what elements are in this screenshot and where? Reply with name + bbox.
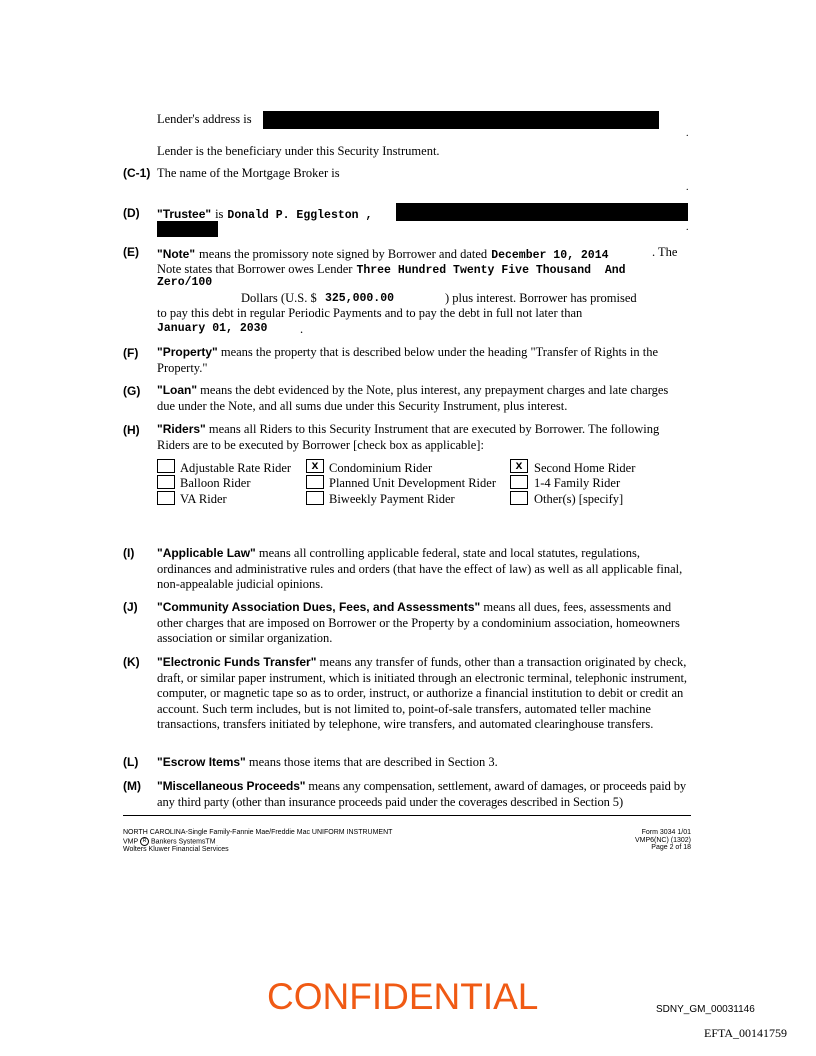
property-term: "Property" xyxy=(157,345,218,359)
loan-text: means the debt evidenced by the Note, plus interest, any prepayment charges and late charges due under the Note, and all sums due under this Security Instrument, plus interest. xyxy=(157,383,669,413)
note-date: December 10, 2014 xyxy=(491,249,609,262)
rider-checkbox-adjustable-rate[interactable] xyxy=(157,459,175,473)
rider-label-va: VA Rider xyxy=(180,492,227,506)
line-end-dot: . xyxy=(686,128,689,139)
section-l-label: (L) xyxy=(123,755,139,769)
rider-checkbox-other[interactable] xyxy=(510,491,528,505)
electronic-funds-paragraph xyxy=(157,655,689,733)
electronic-funds-text: means any transfer of funds, other than a transaction originated by check, draft, or similar paper instrument, which is initiated through an electronic terminal, telephonic instrument, computer, or magnetic tape so as to order, instruct, or authorize a financial institution to debit or credit an account. Such term includes, but is not limited to, point-of-sale transfers, automated teller machine transactions, transfers initiated by telephone, wire transfers, and automated clearinghouse transfers. xyxy=(157,655,688,731)
rider-label-pud: Planned Unit Development Rider xyxy=(329,476,496,490)
note-text-1: means the promissory note signed by Borrower and dated xyxy=(199,247,488,261)
rider-label-1-4-family: 1-4 Family Rider xyxy=(534,476,621,490)
rider-checkbox-biweekly[interactable] xyxy=(306,491,324,505)
applicable-law-paragraph xyxy=(157,546,689,593)
community-association-term: "Community Association Dues, Fees, and Assessments" xyxy=(157,600,481,614)
bates-number-sdny: SDNY_GM_00031146 xyxy=(656,1004,755,1015)
footer-form-number: Form 3034 1/01 xyxy=(641,829,691,836)
rider-checkbox-second-home[interactable]: x xyxy=(510,459,528,473)
note-text-3: Note states that Borrower owes Lender xyxy=(157,262,353,276)
rider-label-second-home: Second Home Rider xyxy=(534,461,636,475)
footer-left xyxy=(123,829,392,853)
community-association-text: means all dues, fees, assessments and other charges that are imposed on Borrower or the Property by a condominium association, homeowners association or similar organization. xyxy=(157,600,680,645)
applicable-law-text: means all controlling applicable federal, state and local statutes, regulations, ordinances and administrative rules and orders (that have the effect of law) as well as all applicable final, non-appealable judicial opinions. xyxy=(157,546,683,591)
redaction-trustee-address xyxy=(396,203,688,221)
riders-term: "Riders" xyxy=(157,422,206,436)
section-e-label: (E) xyxy=(123,245,139,259)
rider-checkbox-pud[interactable] xyxy=(306,475,324,489)
lender-beneficiary-text: Lender is the beneficiary under this Security Instrument. xyxy=(157,144,440,158)
redaction-lender-address xyxy=(263,111,659,129)
note-period: . xyxy=(300,322,304,336)
riders-text: means all Riders to this Security Instrument that are executed by Borrower. The following Riders are to be executed by Borrower [check box as applicable]: xyxy=(157,422,660,452)
section-i-label: (I) xyxy=(123,546,135,560)
trustee-is: is xyxy=(215,207,224,221)
misc-proceeds-paragraph xyxy=(157,779,689,810)
loan-paragraph xyxy=(157,383,689,414)
section-c1-label: (C-1) xyxy=(123,166,151,180)
mortgage-broker-text: The name of the Mortgage Broker is xyxy=(157,166,340,180)
confidential-stamp: CONFIDENTIAL xyxy=(267,976,539,1017)
line-end-dot: . xyxy=(686,222,689,233)
footer-right xyxy=(591,829,691,852)
rider-label-balloon: Balloon Rider xyxy=(180,476,251,490)
trustee-name: Donald P. Eggleston , xyxy=(227,209,373,222)
applicable-law-term: "Applicable Law" xyxy=(157,546,256,560)
redaction-trustee-address-2 xyxy=(157,221,218,237)
rider-label-condominium: Condominium Rider xyxy=(329,461,433,475)
footer-vmp-line xyxy=(123,837,392,846)
note-amount: 325,000.00 xyxy=(325,292,395,305)
section-j-label: (J) xyxy=(123,600,138,614)
escrow-items-text: means those items that are described in Section 3. xyxy=(248,755,498,769)
section-g-label: (G) xyxy=(123,384,141,398)
footer-wolters: Wolters Kluwer Financial Services xyxy=(123,845,229,853)
note-text-2: . The xyxy=(652,245,678,259)
note-term: "Note" xyxy=(157,247,196,261)
lender-address-label: Lender's address is xyxy=(157,112,252,126)
section-m-label: (M) xyxy=(123,779,141,793)
property-paragraph xyxy=(157,345,689,376)
note-dollars-text: Dollars (U.S. $ xyxy=(241,291,317,305)
rider-label-adjustable-rate: Adjustable Rate Rider xyxy=(180,461,292,475)
rider-checkbox-balloon[interactable] xyxy=(157,475,175,489)
misc-proceeds-text: means any compensation, settlement, award of damages, or proceeds paid by any third party (other than insurance proceeds paid under the coverages described in Section 5) xyxy=(157,779,687,809)
rider-checkbox-condominium[interactable]: x xyxy=(306,459,324,473)
section-k-label: (K) xyxy=(123,655,140,669)
trustee-term: "Trustee" xyxy=(157,207,212,221)
section-h-label: (H) xyxy=(123,423,140,437)
note-text-4: ) plus interest. Borrower has promised xyxy=(445,291,637,305)
note-text-5: to pay this debt in regular Periodic Payments and to pay the debt in full not later than xyxy=(157,306,583,320)
electronic-funds-term: "Electronic Funds Transfer" xyxy=(157,655,317,669)
escrow-items-term: "Escrow Items" xyxy=(157,755,246,769)
rider-label-other: Other(s) [specify] xyxy=(534,492,624,506)
misc-proceeds-term: "Miscellaneous Proceeds" xyxy=(157,779,306,793)
bates-number-efta: EFTA_00141759 xyxy=(704,1026,788,1040)
community-association-paragraph xyxy=(157,600,689,647)
note-amount-words-2: Zero/100 xyxy=(157,276,213,289)
riders-paragraph xyxy=(157,422,689,453)
escrow-items-paragraph xyxy=(157,755,689,771)
section-f-label: (F) xyxy=(123,346,139,360)
footer-form-title: NORTH CAROLINA-Single Family-Fannie Mae/Freddie Mac UNIFORM INSTRUMENT xyxy=(123,829,393,836)
note-line-2 xyxy=(157,260,626,278)
footer-vmp: VMP xyxy=(123,837,139,845)
rider-checkbox-va[interactable] xyxy=(157,491,175,505)
rider-label-biweekly: Biweekly Payment Rider xyxy=(329,492,455,506)
footer-page-number: Page 2 of 18 xyxy=(651,844,691,851)
note-amount-words: Three Hundred Twenty Five Thousand And xyxy=(356,264,626,277)
note-maturity: January 01, 2030 xyxy=(157,322,268,335)
rider-checkbox-1-4-family[interactable] xyxy=(510,475,528,489)
section-d-label: (D) xyxy=(123,206,140,220)
footer-vmp-code: VMP6(NC) (1302) xyxy=(634,836,691,844)
property-text: means the property that is described below under the heading "Transfer of Rights in the Property." xyxy=(157,345,659,375)
footer-bankers: Bankers SystemsTM xyxy=(150,837,216,845)
registered-mark-icon: R xyxy=(140,837,149,846)
footer-divider xyxy=(123,815,691,816)
loan-term: "Loan" xyxy=(157,383,198,397)
line-end-dot: . xyxy=(686,182,689,193)
